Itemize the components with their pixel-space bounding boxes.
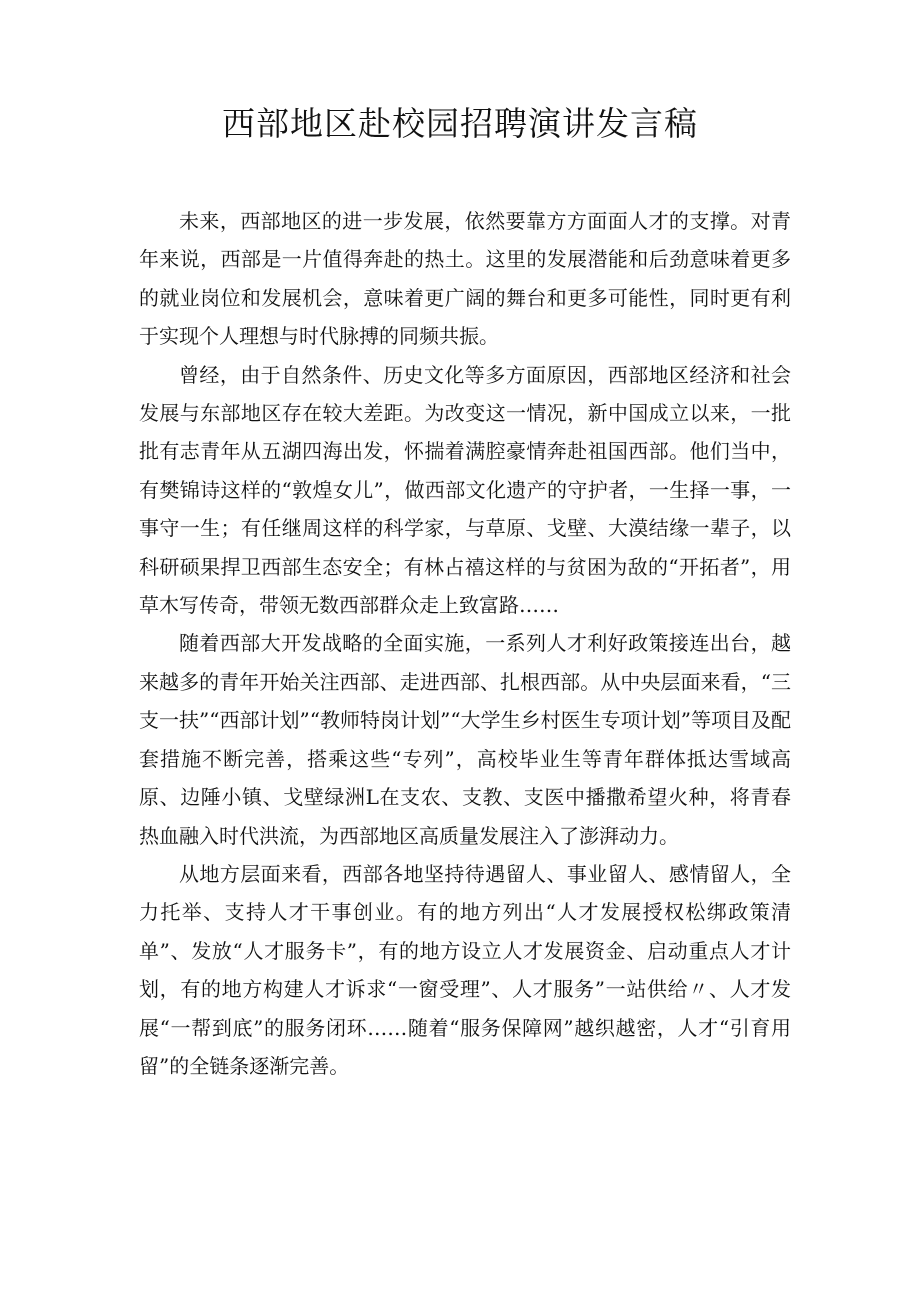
paragraph-2: 曾经，由于自然条件、历史文化等多方面原因，西部地区经济和社会发展与东部地区存在较大差距。为改变这一情况，新中国成立以来，一批批有志青年从五湖四海出发，怀揣着满腔豪情奔赴祖国西部。他们当中，有樊锦诗这样的“敦煌女儿”，做西部文化遗产的守护者，一生择一事，一事守一生；有任继周这样的科学家，与草原、戈壁、大漠结缘一辈子，以科研硕果捍卫西部生态安全；有林占禧这样的与贫困为敌的“开拓者”，用草木写传奇，带领无数西部群众走上致富路……	[139, 362, 791, 618]
document-title: 西部地区赴校园招聘演讲发言稿	[222, 104, 698, 143]
paragraph-4: 从地方层面来看，西部各地坚持待遇留人、事业留人、感情留人，全力托举、支持人才干事创业。有的地方列出“人才发展授权松绑政策清单”、发放“人才服务卡”，有的地方设立人才发展资金、启动重点人才计划，有的地方构建人才诉求“一窗受理”、人才服务”一站供给〃、人才发展“一帮到底”的服务闭环……随着“服务保障网”越织越密，人才“引育用留”的全链条逐渐完善。	[139, 861, 791, 1078]
paragraph-3: 随着西部大开发战略的全面实施，一系列人才利好政策接连出台，越来越多的青年开始关注西部、走进西部、扎根西部。从中央层面来看，“三支一扶”“西部计划”“教师特岗计划”“大学生乡村医生专项计划”等项目及配套措施不断完善，搭乘这些“专列”，高校毕业生等青年群体抵达雪域高原、边陲小镇、戈壁绿洲L在支农、支教、支医中播撒希望火种，将青春热血融入时代洪流，为西部地区高质量发展注入了澎湃动力。	[139, 631, 791, 848]
paragraph-1: 未来，西部地区的进一步发展，依然要靠方方面面人才的支撑。对青年来说，西部是一片值得奔赴的热土。这里的发展潜能和后劲意味着更多的就业岗位和发展机会，意味着更广阔的舞台和更多可能性，同时更有利于实现个人理想与时代脉搏的同频共振。	[139, 209, 791, 349]
document-body	[139, 202, 791, 1085]
